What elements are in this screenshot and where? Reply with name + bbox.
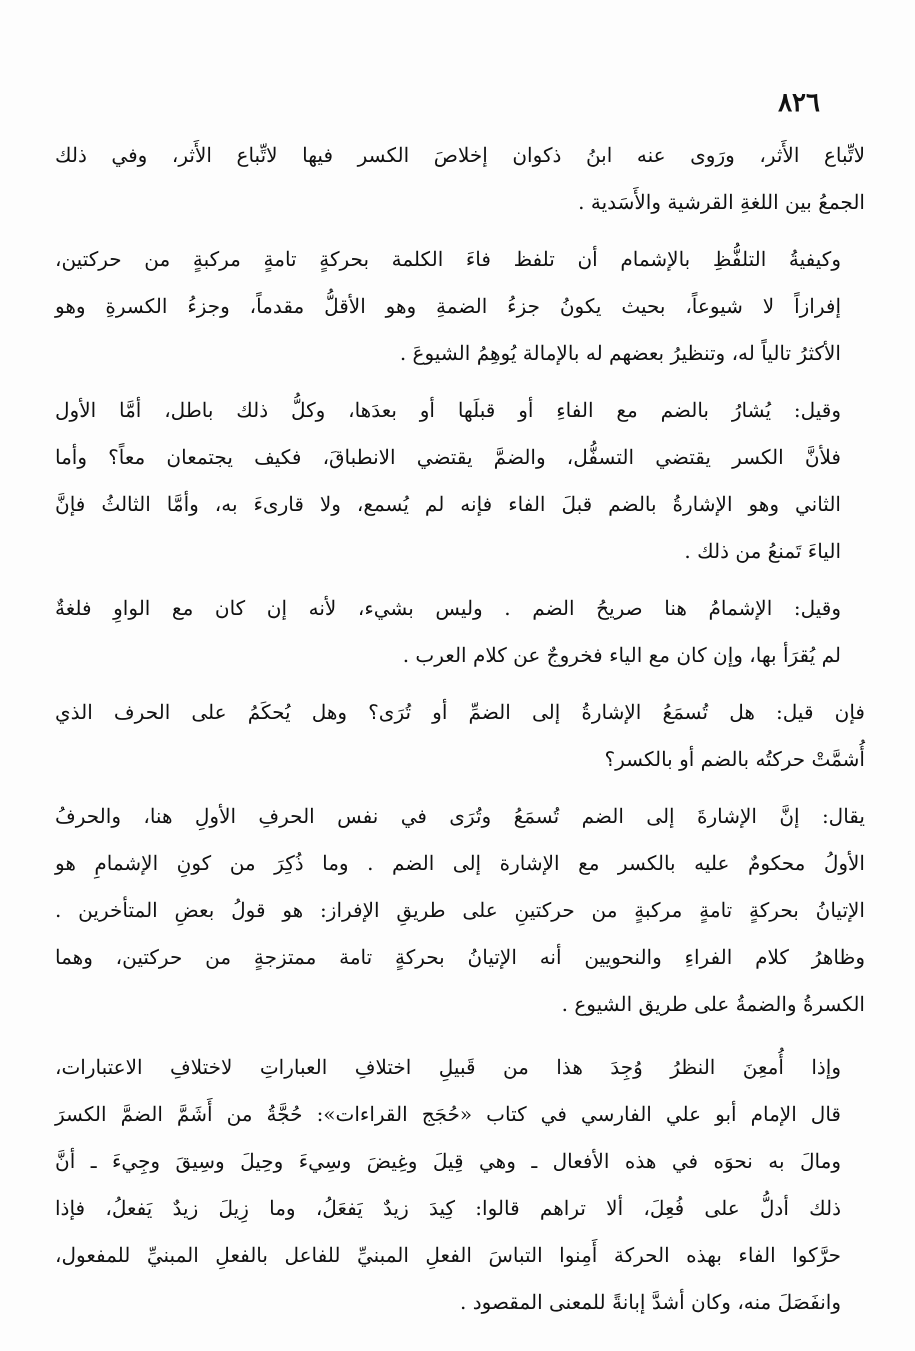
text-line: إفرازاً لا شيوعاً، بحيث يكونُ جزءُ الضمةِ وهو الأقلُّ مقدماً، وجزءُ الكسرةِ وهو (55, 294, 841, 318)
text-line: وإذا أُمعِنَ النظرُ وُجِدَ هذا من قَبيلِ اختلافِ العباراتِ لاختلافِ الاعتبارات، (55, 1055, 841, 1079)
text-line: يقال: إنَّ الإشارةَ إلى الضم تُسمَعُ وتُرَى في نفس الحرفِ الأولِ هنا، والحرفُ (55, 804, 865, 828)
paragraph-5 (55, 689, 865, 783)
page-number: ٨٢٦ (778, 88, 820, 118)
text-line: قال الإمام أبو علي الفارسي في كتاب «حُجَج القراءات»: حُجَّةُ من أَشَمَّ الضمَّ الكسرَ (55, 1102, 841, 1126)
text-line: وكيفيةُ التلفُّظِ بالإشمام أن تلفظ فاءَ الكلمة بحركةٍ تامةٍ مركبةٍ من حركتين، (55, 247, 841, 271)
paragraph-2 (55, 236, 865, 377)
text-line: الإتيانُ بحركةٍ تامةٍ مركبةٍ من حركتينِ على طريقِ الإفراز: هو قولُ بعضِ المتأخرين . (55, 898, 865, 922)
paragraph-4 (55, 585, 865, 679)
text-line: وقيل: يُشارُ بالضم مع الفاءِ أو قبلَها أو بعدَها، وكلُّ ذلك باطل، أمَّا الأول (55, 398, 841, 422)
text-line: فإن قيل: هل تُسمَعُ الإشارةُ إلى الضمِّ أو تُرَى؟ وهل يُحكَمُ على الحرف الذي (55, 700, 865, 724)
paragraph-6 (55, 793, 865, 1028)
text-line: فلأنَّ الكسر يقتضي التسفُّل، والضمَّ يقتضي الانطباقَ، فكيف يجتمعان معاً؟ وأما (55, 445, 841, 469)
text-line: حرَّكوا الفاء بهذه الحركة أَمِنوا التباسَ الفعلِ المبنيِّ للفاعل بالفعلِ المبنيِّ للمفعول، (55, 1243, 842, 1267)
text-line: الياءَ تَمنعُ من ذلك . (684, 539, 841, 563)
text-line: لاتِّباع الأَثر، ورَوى عنه ابنُ ذكوان إخلاصَ الكسر فيها لاتِّباع الأَثر، وفي ذلك (55, 143, 865, 167)
text-line: ذلك أدلُّ على فُعِلَ، ألا تراهم قالوا: كِيدَ زيدٌ يَفعَلُ، وما زِيلَ زيدٌ يَفعلُ، فإذا (55, 1196, 841, 1220)
text-line: ومالَ به نحوَه في هذه الأفعال ـ وهي قِيلَ وغِيضَ وسِيءَ وحِيلَ وسِيقَ وجِيءَ ـ أنَّ (55, 1149, 841, 1173)
text-line: الأكثرُ تالياً له، وتنظيرُ بعضهم له بالإمالة يُوهِمُ الشيوعَ . (399, 341, 841, 365)
text-line: الكسرةُ والضمةُ على طريق الشيوع . (561, 992, 865, 1016)
text-line: وظاهرُ كلام الفراءِ والنحويين أنه الإتيانُ بحركةٍ تامة ممتزجةٍ من حركتين، وهما (55, 945, 866, 969)
text-line: وقيل: الإشمامُ هنا صريحُ الضم . وليس بشيء، لأنه إن كان مع الواوِ فلغةٌ (55, 596, 841, 620)
text-line: أُشمَّتْ حركتُه بالضم أو بالكسر؟ (604, 747, 865, 771)
text-line: وانفَصَلَ منه، وكان أشدَّ إبانةً للمعنى المقصود . (460, 1290, 841, 1314)
text-line: الثاني وهو الإشارةُ بالضم قبلَ الفاء فإنه لم يُسمع، ولا قارىءَ به، وأمَّا الثالثُ فإنَّ (55, 492, 841, 516)
body-text (55, 132, 865, 1336)
text-line: الأولُ محكومٌ عليه بالكسر مع الإشارة إلى الضم . وما ذُكِرَ من كونِ الإشمامِ هو (55, 851, 865, 875)
paragraph-7 (55, 1044, 865, 1326)
text-line: لم يُقرَأ بها، وإن كان مع الياء فخروجٌ عن كلام العرب . (402, 643, 841, 667)
text-line: الجمعُ بين اللغةِ القرشية والأَسَدية . (578, 190, 865, 214)
paragraph-1 (55, 132, 865, 226)
paragraph-3 (55, 387, 865, 575)
